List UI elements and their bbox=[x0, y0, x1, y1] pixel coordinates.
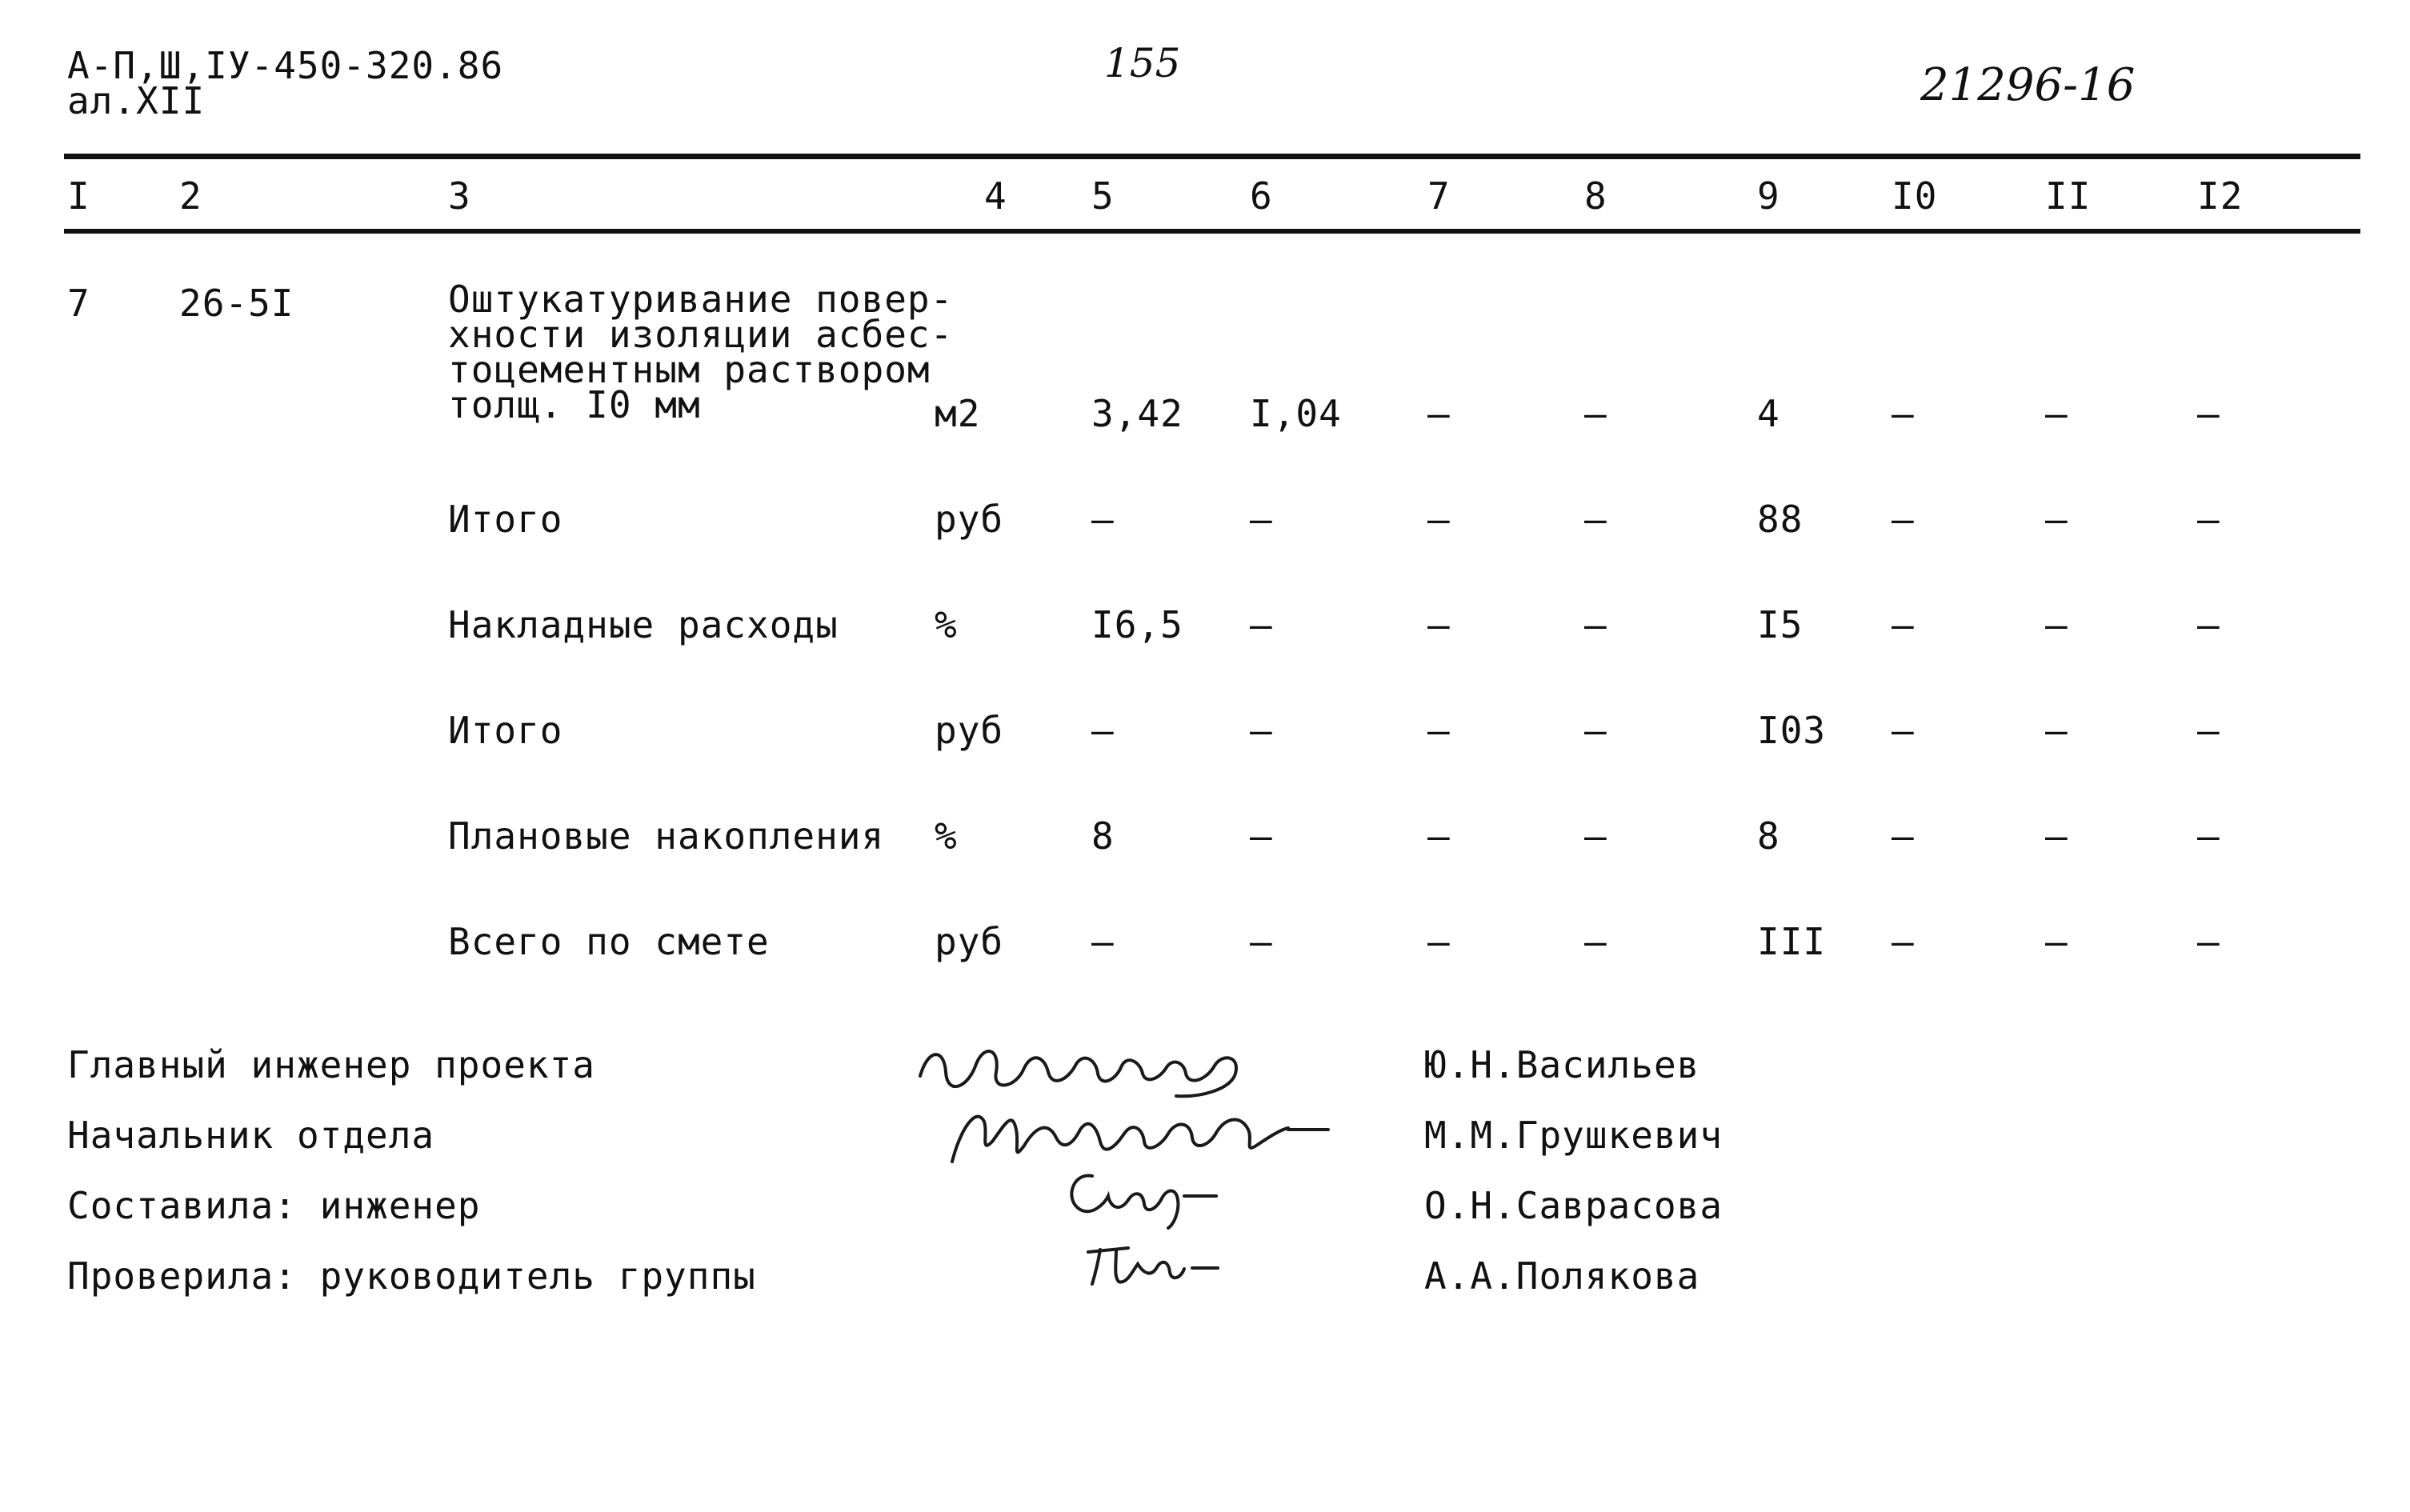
item-number: 7 bbox=[67, 282, 90, 325]
row-unit: % bbox=[935, 603, 958, 646]
cell-c7: – bbox=[1427, 814, 1451, 858]
col-number: II bbox=[2045, 174, 2092, 218]
cell-c8: – bbox=[1584, 814, 1607, 858]
cell-c11: – bbox=[2045, 814, 2068, 858]
signature-role: Начальник отдела bbox=[67, 1114, 435, 1157]
cell-c7: – bbox=[1427, 709, 1451, 752]
cell-c6: – bbox=[1250, 814, 1273, 858]
cell-c7: – bbox=[1427, 920, 1451, 963]
cell-c10: – bbox=[1892, 498, 1915, 541]
cell-c7: – bbox=[1427, 392, 1451, 435]
row-label: Итого bbox=[448, 709, 563, 752]
cell-c12: – bbox=[2197, 392, 2220, 435]
col-number: I0 bbox=[1892, 174, 1938, 218]
cell-c5: I6,5 bbox=[1091, 603, 1183, 646]
table-top-rule bbox=[64, 154, 2360, 159]
signature-polyakova bbox=[1080, 1232, 1224, 1296]
cell-c8: – bbox=[1584, 498, 1607, 541]
cell-c9: 8 bbox=[1757, 814, 1780, 858]
col-number: 7 bbox=[1427, 174, 1451, 218]
col-number: 8 bbox=[1584, 174, 1607, 218]
col-number: 3 bbox=[448, 174, 471, 218]
signature-role: Составила: инженер bbox=[67, 1184, 481, 1227]
row-label: Итого bbox=[448, 498, 563, 541]
cell-c10: – bbox=[1892, 392, 1915, 435]
signature-role: Главный инженер проекта bbox=[67, 1043, 595, 1086]
document-code-line2: ал.XII bbox=[67, 79, 206, 122]
signature-name: О.Н.Саврасова bbox=[1424, 1184, 1723, 1227]
cell-c12: – bbox=[2197, 920, 2220, 963]
row-unit: руб bbox=[935, 920, 1004, 963]
cell-c8: – bbox=[1584, 392, 1607, 435]
signature-vasiliev bbox=[912, 1032, 1280, 1104]
row-unit: руб bbox=[935, 709, 1004, 752]
cell-c5: 3,42 bbox=[1091, 392, 1183, 435]
row-unit: руб bbox=[935, 498, 1004, 541]
row-unit: м2 bbox=[935, 392, 981, 435]
description-line: Оштукатуривание повер- bbox=[448, 278, 954, 321]
cell-c10: – bbox=[1892, 603, 1915, 646]
description-line: толщ. I0 мм bbox=[448, 383, 701, 426]
col-number: 9 bbox=[1757, 174, 1780, 218]
cell-c10: – bbox=[1892, 920, 1915, 963]
cell-c11: – bbox=[2045, 392, 2068, 435]
cell-c12: – bbox=[2197, 709, 2220, 752]
col-number: 6 bbox=[1250, 174, 1273, 218]
description-line: тоцементным раствором bbox=[448, 348, 931, 391]
cell-c11: – bbox=[2045, 603, 2068, 646]
item-code: 26-5I bbox=[179, 282, 294, 325]
col-number: I2 bbox=[2197, 174, 2244, 218]
cell-c9: III bbox=[1757, 920, 1827, 963]
cell-c10: – bbox=[1892, 709, 1915, 752]
document-code-line1: А-П,Ш,IУ-450-320.86 bbox=[67, 44, 504, 87]
signature-role: Проверила: руководитель группы bbox=[67, 1254, 756, 1298]
cell-c5: – bbox=[1091, 498, 1115, 541]
cell-c7: – bbox=[1427, 603, 1451, 646]
cell-c6: – bbox=[1250, 603, 1273, 646]
cell-c6: – bbox=[1250, 709, 1273, 752]
signature-savrasova bbox=[1056, 1160, 1240, 1232]
cell-c8: – bbox=[1584, 709, 1607, 752]
signature-name: Ю.Н.Васильев bbox=[1424, 1043, 1700, 1086]
cell-c10: – bbox=[1892, 814, 1915, 858]
item-description bbox=[448, 278, 954, 426]
row-unit: % bbox=[935, 814, 958, 858]
cell-c12: – bbox=[2197, 603, 2220, 646]
cell-c12: – bbox=[2197, 498, 2220, 541]
cell-c8: – bbox=[1584, 603, 1607, 646]
page-number: 155 bbox=[1104, 40, 1181, 86]
cell-c7: – bbox=[1427, 498, 1451, 541]
document-code bbox=[67, 44, 504, 122]
cell-c9: 88 bbox=[1757, 498, 1803, 541]
cell-c5: 8 bbox=[1091, 814, 1115, 858]
signature-name: М.М.Грушкевич bbox=[1424, 1114, 1723, 1157]
col-number: 5 bbox=[1091, 174, 1115, 218]
row-label: Плановые накопления bbox=[448, 814, 885, 858]
cell-c9: 4 bbox=[1757, 392, 1780, 435]
row-label: Накладные расходы bbox=[448, 603, 839, 646]
signature-name: А.А.Полякова bbox=[1424, 1254, 1700, 1298]
cell-c11: – bbox=[2045, 920, 2068, 963]
col-number: 2 bbox=[179, 174, 202, 218]
cell-c8: – bbox=[1584, 920, 1607, 963]
col-number: I bbox=[67, 174, 90, 218]
cell-c5: – bbox=[1091, 920, 1115, 963]
cell-c6: – bbox=[1250, 498, 1273, 541]
cell-c11: – bbox=[2045, 498, 2068, 541]
cell-c9: I03 bbox=[1757, 709, 1827, 752]
cell-c6: I,04 bbox=[1250, 392, 1342, 435]
cell-c11: – bbox=[2045, 709, 2068, 752]
col-number: 4 bbox=[984, 174, 1007, 218]
cell-c12: – bbox=[2197, 814, 2220, 858]
cell-c6: – bbox=[1250, 920, 1273, 963]
archive-number: 21296-16 bbox=[1920, 59, 2136, 111]
row-label: Всего по смете bbox=[448, 920, 770, 963]
table-header-rule bbox=[64, 229, 2360, 234]
description-line: хности изоляции асбес- bbox=[448, 313, 954, 356]
cell-c5: – bbox=[1091, 709, 1115, 752]
cell-c9: I5 bbox=[1757, 603, 1803, 646]
